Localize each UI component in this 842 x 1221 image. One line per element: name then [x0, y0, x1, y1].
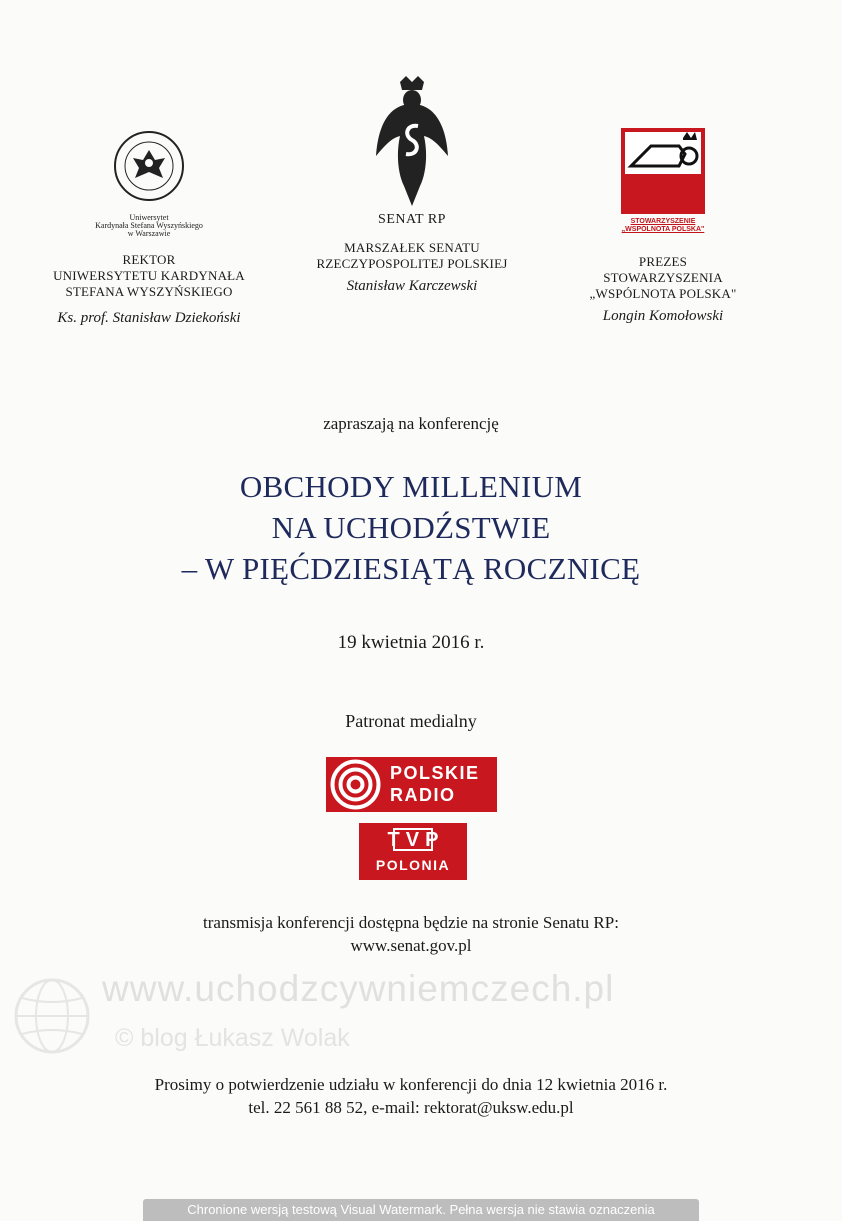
tvp-label: TVP: [387, 829, 445, 851]
seal-caption-1: Uniwersytet: [129, 213, 169, 222]
rsvp-note: [0, 1073, 822, 1119]
university-role-3: STEFANA WYSZYŃSKIEGO: [65, 284, 233, 299]
senate-role-2: RZECZYPOSPOLITEJ POLSKIEJ: [316, 256, 508, 271]
broadcast-note: [0, 911, 822, 957]
seal-caption-2: Kardynała Stefana Wyszyńskiego: [95, 221, 203, 230]
polonia-label: POLONIA: [375, 857, 451, 873]
senate-label: SENAT RP: [378, 212, 446, 227]
rsvp-line-1: Prosimy o potwierdzenie udziału w konferencji do dnia 12 kwietnia 2016 r.: [154, 1075, 668, 1094]
association-role-3: „WSPÓLNOTA POLSKA": [589, 286, 737, 301]
broadcast-line-1: transmisja konferencji dostępna będzie na stronie Senatu RP:: [203, 913, 619, 932]
polskie-radio-line-1: POLSKIE: [390, 763, 480, 783]
title-line-1: OBCHODY MILLENIUM: [239, 469, 583, 504]
senate-column: [296, 74, 528, 295]
senat-website-link[interactable]: www.senat.gov.pl: [350, 936, 472, 955]
university-column: [30, 130, 268, 327]
invitation-text: zapraszają na konferencję: [323, 414, 499, 433]
association-role-2: STOWARZYSZENIA: [603, 270, 723, 285]
association-caption-1: STOWARZYSZENIE: [630, 218, 696, 225]
university-role-1: REKTOR: [122, 252, 176, 267]
watermark-site: www.uchodzcywniemczech.pl: [102, 968, 615, 1009]
university-role-2: UNIWERSYTETU KARDYNAŁA: [53, 268, 245, 283]
conference-title: [0, 466, 822, 589]
university-seal-logo: [113, 130, 185, 202]
association-column: [560, 128, 766, 325]
association-president-name: Longin Komołowski: [602, 308, 724, 324]
rsvp-contact-line: tel. 22 561 88 52, e-mail: rektorat@uksw.edu.pl: [248, 1098, 574, 1117]
association-role-1: PREZES: [638, 254, 688, 269]
senate-marshal-name: Stanisław Karczewski: [346, 278, 478, 294]
title-line-3: – W PIĘĆDZIESIĄTĄ ROCZNICĘ: [181, 551, 641, 586]
senate-role-1: MARSZAŁEK SENATU: [344, 240, 480, 255]
university-rector-name: Ks. prof. Stanisław Dziekoński: [57, 310, 241, 326]
conference-date: 19 kwietnia 2016 r.: [337, 632, 485, 653]
tvp-polonia-logo: [359, 823, 467, 880]
radio-waves-icon: [328, 757, 383, 812]
media-patronage-heading: Patronat medialny: [345, 711, 477, 731]
eagle-emblem-logo: [372, 74, 452, 208]
watermark-globe-icon: [12, 976, 92, 1056]
watermark-notice-bar: Chronione wersją testową Visual Watermark. Pełna wersja nie stawia oznaczenia: [143, 1199, 699, 1221]
association-caption-2: „WSPÓLNOTA POLSKA": [621, 226, 705, 233]
polskie-radio-logo: [326, 757, 497, 812]
tvp-frame: [393, 828, 433, 851]
watermark-author: © blog Łukasz Wolak: [115, 1024, 350, 1052]
wspolnota-polska-logo: [621, 128, 705, 214]
seal-caption-3: w Warszawie: [127, 229, 171, 238]
polskie-radio-line-2: RADIO: [390, 785, 456, 805]
title-line-2: NA UCHODŹSTWIE: [271, 510, 551, 545]
